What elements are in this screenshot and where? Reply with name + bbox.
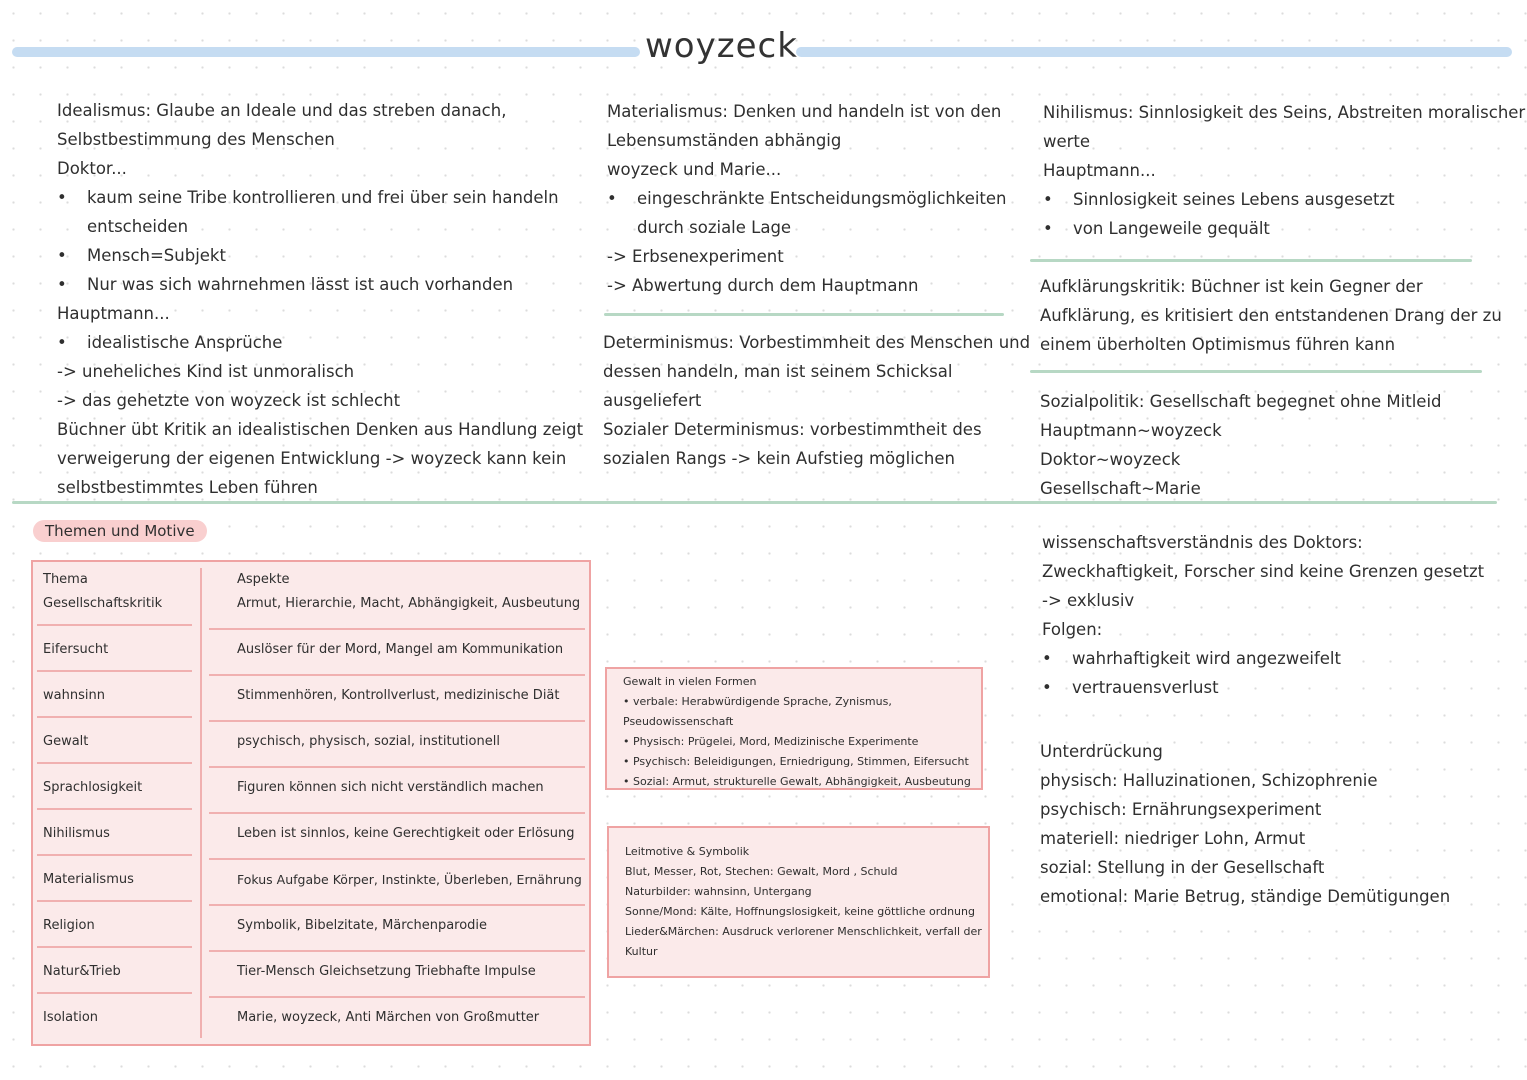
unterdrueckung-section <box>1040 737 1450 911</box>
text-line: Hauptmann... <box>1043 161 1156 180</box>
text-line: materiell: niedriger Lohn, Armut <box>1040 829 1306 848</box>
row-line <box>37 716 192 718</box>
bullet-item: • von Langeweile gequält <box>1043 214 1525 243</box>
box-title: Leitmotive & Symbolik <box>625 845 750 858</box>
row-line <box>37 808 192 810</box>
text-line: -> uneheliches Kind ist unmoralisch <box>57 362 355 381</box>
text-line: selbstbestimmtes Leben führen <box>57 478 318 497</box>
text-line: durch soziale Lage <box>637 218 792 237</box>
determinismus-section <box>603 328 1030 473</box>
bullet-item: • vertrauensverlust <box>1042 673 1484 702</box>
bullet-item: • Mensch=Subjekt <box>57 241 583 270</box>
text-line: Lebensumständen abhängig <box>607 131 842 150</box>
text-line: verweigerung der eigenen Entwicklung -> woyzeck kann kein <box>57 449 567 468</box>
row-line <box>209 858 585 860</box>
row-line <box>37 946 192 948</box>
text-line: einem überholten Optimismus führen kann <box>1040 335 1396 354</box>
row-thema: Materialismus <box>43 872 134 887</box>
separator <box>604 313 1004 316</box>
row-aspekte: Leben ist sinnlos, keine Gerechtigkeit oder Erlösung <box>237 826 575 841</box>
box-line: Kultur <box>625 945 658 958</box>
text-line: -> Erbsenexperiment <box>607 247 784 266</box>
text-line: Aufklärung, es kritisiert den entstandenen Drang der zu <box>1040 306 1502 325</box>
materialismus-section <box>607 97 1007 300</box>
separator-main <box>12 501 1497 504</box>
text-line: Aufklärungskritik: Büchner ist kein Gegner der <box>1040 277 1423 296</box>
row-line <box>209 950 585 952</box>
box-line: Naturbilder: wahnsinn, Untergang <box>625 885 812 898</box>
row-thema: Religion <box>43 918 95 933</box>
row-aspekte: Tier-Mensch Gleichsetzung Triebhafte Impulse <box>237 964 536 979</box>
row-aspekte: Marie, woyzeck, Anti Märchen von Großmutter <box>237 1010 540 1025</box>
aufklaerungskritik-section <box>1040 272 1502 359</box>
text-line: Nihilismus: Sinnlosigkeit des Seins, Abstreiten moralischer <box>1043 103 1526 122</box>
wissenschaft-section <box>1042 528 1484 702</box>
text-line: ausgeliefert <box>603 391 702 410</box>
box-line: • Sozial: Armut, strukturelle Gewalt, Abhängigkeit, Ausbeutung <box>623 775 971 788</box>
separator <box>1030 259 1472 262</box>
text-line: dessen handeln, man ist seinem Schicksal <box>603 362 953 381</box>
box-line: Lieder&Märchen: Ausdruck verlorener Menschlichkeit, verfall der <box>625 925 982 938</box>
row-line <box>37 992 192 994</box>
text-line: sozial: Stellung in der Gesellschaft <box>1040 858 1325 877</box>
title-bar-left <box>12 47 640 57</box>
row-line <box>37 624 192 626</box>
row-line <box>209 628 585 630</box>
text-line: Doktor~woyzeck <box>1040 450 1181 469</box>
text-line: -> Abwertung durch dem Hauptmann <box>607 276 919 295</box>
row-aspekte: Symbolik, Bibelzitate, Märchenparodie <box>237 918 488 933</box>
row-thema: Gesellschaftskritik <box>43 596 163 611</box>
text-line: Gesellschaft~Marie <box>1040 479 1201 498</box>
box-line: Blut, Messer, Rot, Stechen: Gewalt, Mord , Schuld <box>625 865 898 878</box>
text-line: psychisch: Ernährungsexperiment <box>1040 800 1322 819</box>
box-title: Gewalt in vielen Formen <box>623 675 757 688</box>
text-line: Folgen: <box>1042 620 1103 639</box>
box-line: • Physisch: Prügelei, Mord, Medizinische Experimente <box>623 735 919 748</box>
text-line: Materialismus: Denken und handeln ist von den <box>607 102 1002 121</box>
box-line: • Psychisch: Beleidigungen, Erniedrigung, Stimmen, Eifersucht <box>623 755 969 768</box>
box-line: • verbale: Herabwürdigende Sprache, Zynismus, <box>623 695 892 708</box>
leitmotive-box <box>607 826 990 978</box>
row-thema: Gewalt <box>43 734 89 749</box>
nihilismus-section <box>1043 98 1525 243</box>
row-line <box>209 904 585 906</box>
row-line <box>209 766 585 768</box>
box-line: Pseudowissenschaft <box>623 715 734 728</box>
box-line: Sonne/Mond: Kälte, Hoffnungslosigkeit, keine göttliche ordnung <box>625 905 975 918</box>
text-line: Sozialpolitik: Gesellschaft begegnet ohne Mitleid <box>1040 392 1442 411</box>
bullet-item: • Sinnlosigkeit seines Lebens ausgesetzt <box>1043 185 1525 214</box>
row-aspekte: psychisch, physisch, sozial, institutionell <box>237 734 500 749</box>
text-line: Idealismus: Glaube an Ideale und das streben danach, <box>57 101 507 120</box>
row-line <box>37 762 192 764</box>
separator <box>1030 370 1482 373</box>
text-line: sozialen Rangs -> kein Aufstieg möglichen <box>603 449 955 468</box>
title-bar-right <box>796 47 1512 57</box>
text-line: Büchner übt Kritik an idealistischen Denken aus Handlung zeigt <box>57 420 584 439</box>
row-line <box>37 900 192 902</box>
sozialpolitik-section <box>1040 387 1442 503</box>
themes-table <box>31 560 591 1046</box>
bullet-item: • idealistische Ansprüche <box>57 328 583 357</box>
text-line: Hauptmann... <box>57 304 170 323</box>
row-aspekte: Auslöser für der Mord, Mangel am Kommunikation <box>237 642 564 657</box>
bullet-item: • kaum seine Tribe kontrollieren und frei über sein handeln <box>57 183 583 212</box>
text-line: Zweckhaftigkeit, Forscher sind keine Grenzen gesetzt <box>1042 562 1485 581</box>
row-aspekte: Stimmenhören, Kontrollverlust, medizinische Diät <box>237 688 560 703</box>
text-line: Hauptmann~woyzeck <box>1040 421 1222 440</box>
gewalt-box <box>605 667 983 790</box>
text-line: physisch: Halluzinationen, Schizophrenie <box>1040 771 1378 790</box>
bullet-item: • eingeschränkte Entscheidungsmöglichkeiten <box>607 184 1007 213</box>
row-line <box>209 674 585 676</box>
text-line: Sozialer Determinismus: vorbestimmtheit des <box>603 420 982 439</box>
row-line <box>37 670 192 672</box>
bullet-item: • wahrhaftigkeit wird angezweifelt <box>1042 644 1484 673</box>
header-thema: Thema <box>43 572 88 587</box>
text-line: -> das gehetzte von woyzeck ist schlecht <box>57 391 401 410</box>
text-line: Determinismus: Vorbestimmheit des Menschen und <box>603 333 1031 352</box>
column-divider <box>200 568 202 1038</box>
text-line: entscheiden <box>87 217 189 236</box>
text-line: Selbstbestimmung des Menschen <box>57 130 335 149</box>
row-line <box>209 812 585 814</box>
text-line: wissenschaftsverständnis des Doktors: <box>1042 533 1363 552</box>
row-line <box>37 854 192 856</box>
row-thema: Nihilismus <box>43 826 110 841</box>
row-aspekte: Figuren können sich nicht verständlich machen <box>237 780 544 795</box>
row-thema: Sprachlosigkeit <box>43 780 143 795</box>
text-line: emotional: Marie Betrug, ständige Demütigungen <box>1040 887 1451 906</box>
page-title: woyzeck <box>645 26 798 66</box>
row-thema: wahnsinn <box>43 688 105 703</box>
row-line <box>209 720 585 722</box>
row-aspekte: Fokus Aufgabe Körper, Instinkte, Überleben, Ernährung <box>237 872 582 887</box>
row-thema: Natur&Trieb <box>43 964 121 979</box>
bullet-item: • Nur was sich wahrnehmen lässt ist auch vorhanden <box>57 270 583 299</box>
text-line: Doktor... <box>57 159 127 178</box>
text-line: werte <box>1043 132 1091 151</box>
text-line: Unterdrückung <box>1040 742 1163 761</box>
row-thema: Eifersucht <box>43 642 109 657</box>
themen-tag: Themen und Motive <box>33 520 207 542</box>
row-thema: Isolation <box>43 1010 99 1025</box>
row-line <box>209 996 585 998</box>
text-line: woyzeck und Marie... <box>607 160 782 179</box>
idealismus-section <box>57 96 583 502</box>
row-aspekte: Armut, Hierarchie, Macht, Abhängigkeit, Ausbeutung <box>237 596 581 611</box>
text-line: -> exklusiv <box>1042 591 1135 610</box>
header-aspekte: Aspekte <box>237 572 290 587</box>
